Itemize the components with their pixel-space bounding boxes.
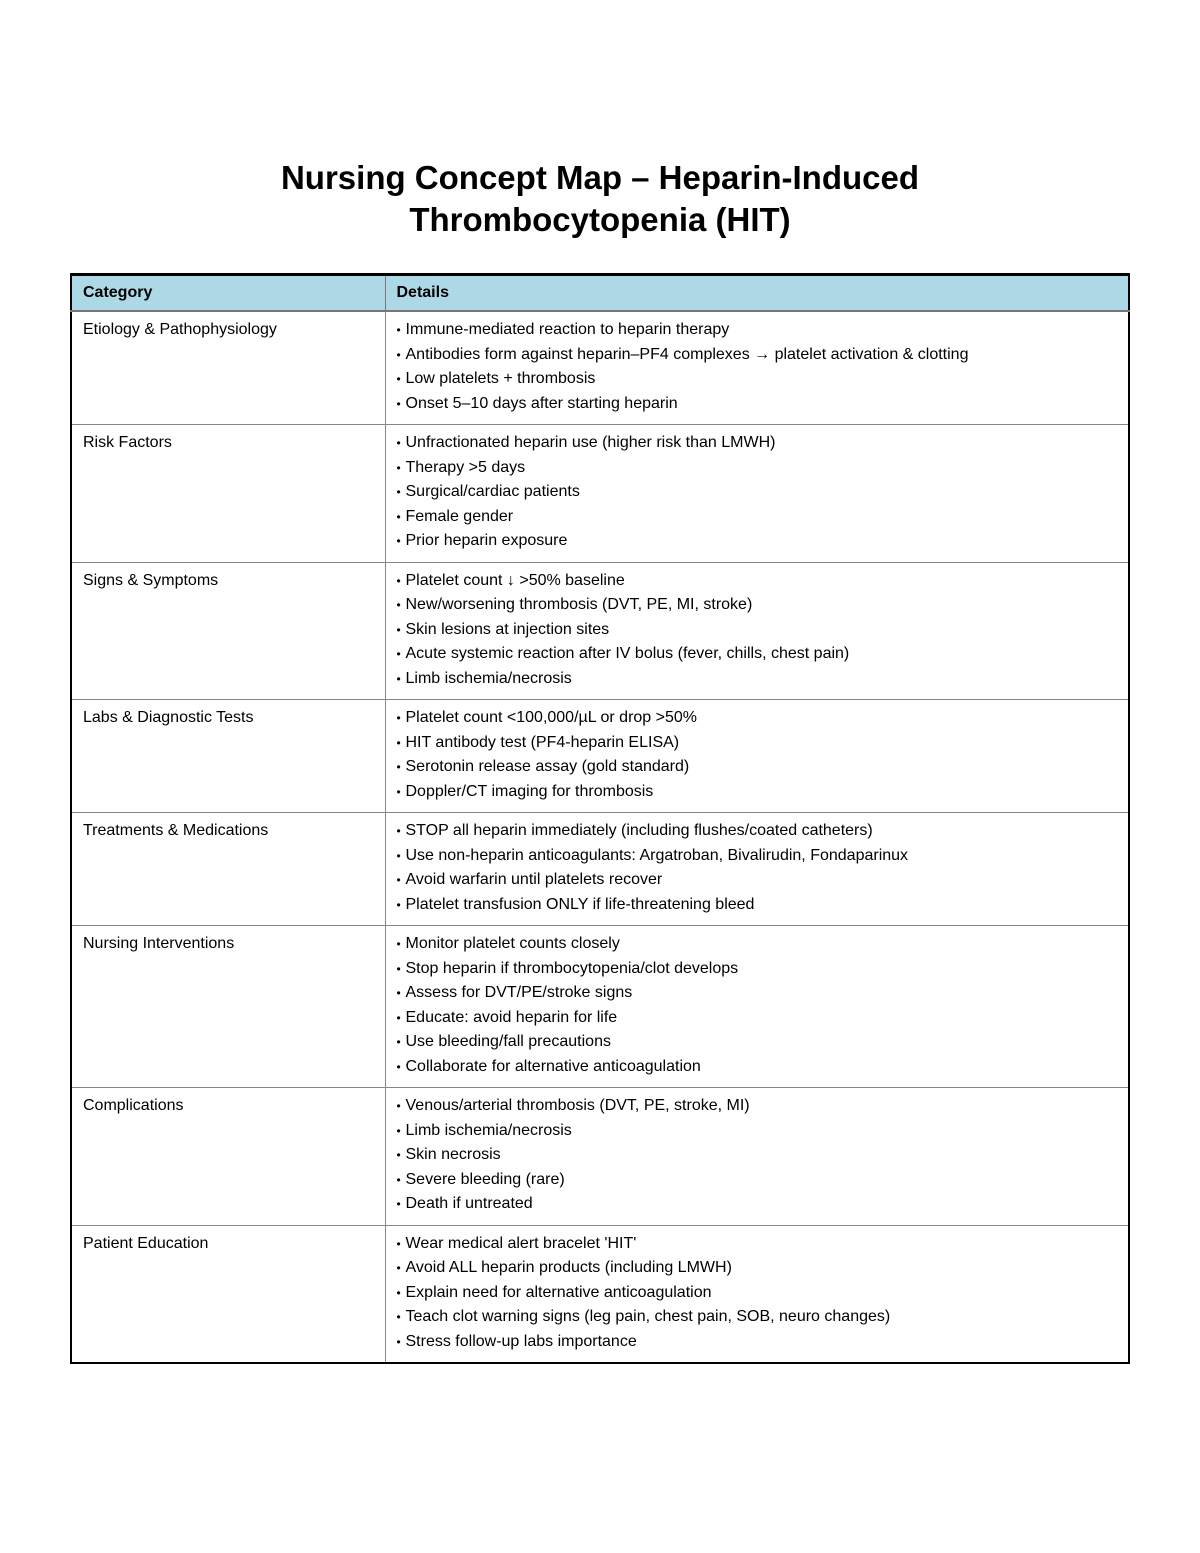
table-row xyxy=(71,813,1129,926)
detail-item: • Surgical/cardiac patients xyxy=(397,480,1118,505)
details-list xyxy=(397,569,1118,692)
table-header-row xyxy=(71,275,1129,312)
detail-item: • HIT antibody test (PF4-heparin ELISA) xyxy=(397,731,1118,756)
details-list xyxy=(397,706,1118,804)
concept-map-table xyxy=(70,273,1130,1364)
detail-item: • Therapy >5 days xyxy=(397,456,1118,481)
detail-item: • Female gender xyxy=(397,505,1118,530)
detail-item: • Antibodies form against heparin–PF4 complexes → platelet activation & clotting xyxy=(397,343,1118,368)
detail-item: • Severe bleeding (rare) xyxy=(397,1168,1118,1193)
detail-item: • Acute systemic reaction after IV bolus (fever, chills, chest pain) xyxy=(397,642,1118,667)
detail-item: • Immune-mediated reaction to heparin therapy xyxy=(397,318,1118,343)
details-cell xyxy=(385,311,1129,425)
detail-item: • Platelet transfusion ONLY if life-threatening bleed xyxy=(397,893,1118,918)
detail-item: • Collaborate for alternative anticoagulation xyxy=(397,1055,1118,1080)
category-cell: Risk Factors xyxy=(71,425,385,563)
column-header-category: Category xyxy=(71,275,385,312)
category-cell: Nursing Interventions xyxy=(71,926,385,1088)
detail-item: • Avoid ALL heparin products (including LMWH) xyxy=(397,1256,1118,1281)
details-cell xyxy=(385,700,1129,813)
details-list xyxy=(397,1094,1118,1217)
page-title-line-2: Thrombocytopenia (HIT) xyxy=(409,201,791,238)
detail-item: • Teach clot warning signs (leg pain, chest pain, SOB, neuro changes) xyxy=(397,1305,1118,1330)
detail-item: • Unfractionated heparin use (higher risk than LMWH) xyxy=(397,431,1118,456)
column-header-details: Details xyxy=(385,275,1129,312)
details-list xyxy=(397,1232,1118,1355)
detail-item: • Venous/arterial thrombosis (DVT, PE, stroke, MI) xyxy=(397,1094,1118,1119)
detail-item: • Use bleeding/fall precautions xyxy=(397,1030,1118,1055)
page-title-line-1: Nursing Concept Map – Heparin-Induced xyxy=(280,159,920,196)
detail-item: • Limb ischemia/necrosis xyxy=(397,1119,1118,1144)
detail-item: • Onset 5–10 days after starting heparin xyxy=(397,392,1118,417)
detail-item: • Wear medical alert bracelet 'HIT' xyxy=(397,1232,1118,1257)
category-cell: Signs & Symptoms xyxy=(71,562,385,700)
category-cell: Patient Education xyxy=(71,1225,385,1363)
details-cell xyxy=(385,562,1129,700)
table-row xyxy=(71,700,1129,813)
detail-item: • Monitor platelet counts closely xyxy=(397,932,1118,957)
detail-item: • Doppler/CT imaging for thrombosis xyxy=(397,780,1118,805)
detail-item: • Death if untreated xyxy=(397,1192,1118,1217)
category-cell: Complications xyxy=(71,1088,385,1226)
details-cell xyxy=(385,813,1129,926)
detail-item: • Stop heparin if thrombocytopenia/clot develops xyxy=(397,957,1118,982)
detail-item: • New/worsening thrombosis (DVT, PE, MI, stroke) xyxy=(397,593,1118,618)
detail-item: • Serotonin release assay (gold standard) xyxy=(397,755,1118,780)
table-row xyxy=(71,926,1129,1088)
detail-item: • Assess for DVT/PE/stroke signs xyxy=(397,981,1118,1006)
page-title xyxy=(0,157,1200,241)
table-row xyxy=(71,562,1129,700)
category-cell: Treatments & Medications xyxy=(71,813,385,926)
details-list xyxy=(397,431,1118,554)
details-cell xyxy=(385,926,1129,1088)
detail-item: • Prior heparin exposure xyxy=(397,529,1118,554)
detail-item: • Stress follow-up labs importance xyxy=(397,1330,1118,1355)
detail-item: • Explain need for alternative anticoagulation xyxy=(397,1281,1118,1306)
detail-item: • Platelet count <100,000/µL or drop >50% xyxy=(397,706,1118,731)
detail-item: • Limb ischemia/necrosis xyxy=(397,667,1118,692)
category-cell: Labs & Diagnostic Tests xyxy=(71,700,385,813)
details-list xyxy=(397,819,1118,917)
table-header xyxy=(71,275,1129,312)
detail-item: • Avoid warfarin until platelets recover xyxy=(397,868,1118,893)
detail-item: • Educate: avoid heparin for life xyxy=(397,1006,1118,1031)
category-cell: Etiology & Pathophysiology xyxy=(71,311,385,425)
table-body xyxy=(71,311,1129,1363)
table-row xyxy=(71,1225,1129,1363)
detail-item: • Skin lesions at injection sites xyxy=(397,618,1118,643)
details-list xyxy=(397,318,1118,416)
detail-item: • Skin necrosis xyxy=(397,1143,1118,1168)
details-cell xyxy=(385,1225,1129,1363)
table-row xyxy=(71,1088,1129,1226)
table-row xyxy=(71,425,1129,563)
detail-item: • Use non-heparin anticoagulants: Argatroban, Bivalirudin, Fondaparinux xyxy=(397,844,1118,869)
details-cell xyxy=(385,1088,1129,1226)
details-cell xyxy=(385,425,1129,563)
detail-item: • Platelet count ↓ >50% baseline xyxy=(397,569,1118,594)
table-row xyxy=(71,311,1129,425)
detail-item: • Low platelets + thrombosis xyxy=(397,367,1118,392)
detail-item: • STOP all heparin immediately (including flushes/coated catheters) xyxy=(397,819,1118,844)
details-list xyxy=(397,932,1118,1079)
